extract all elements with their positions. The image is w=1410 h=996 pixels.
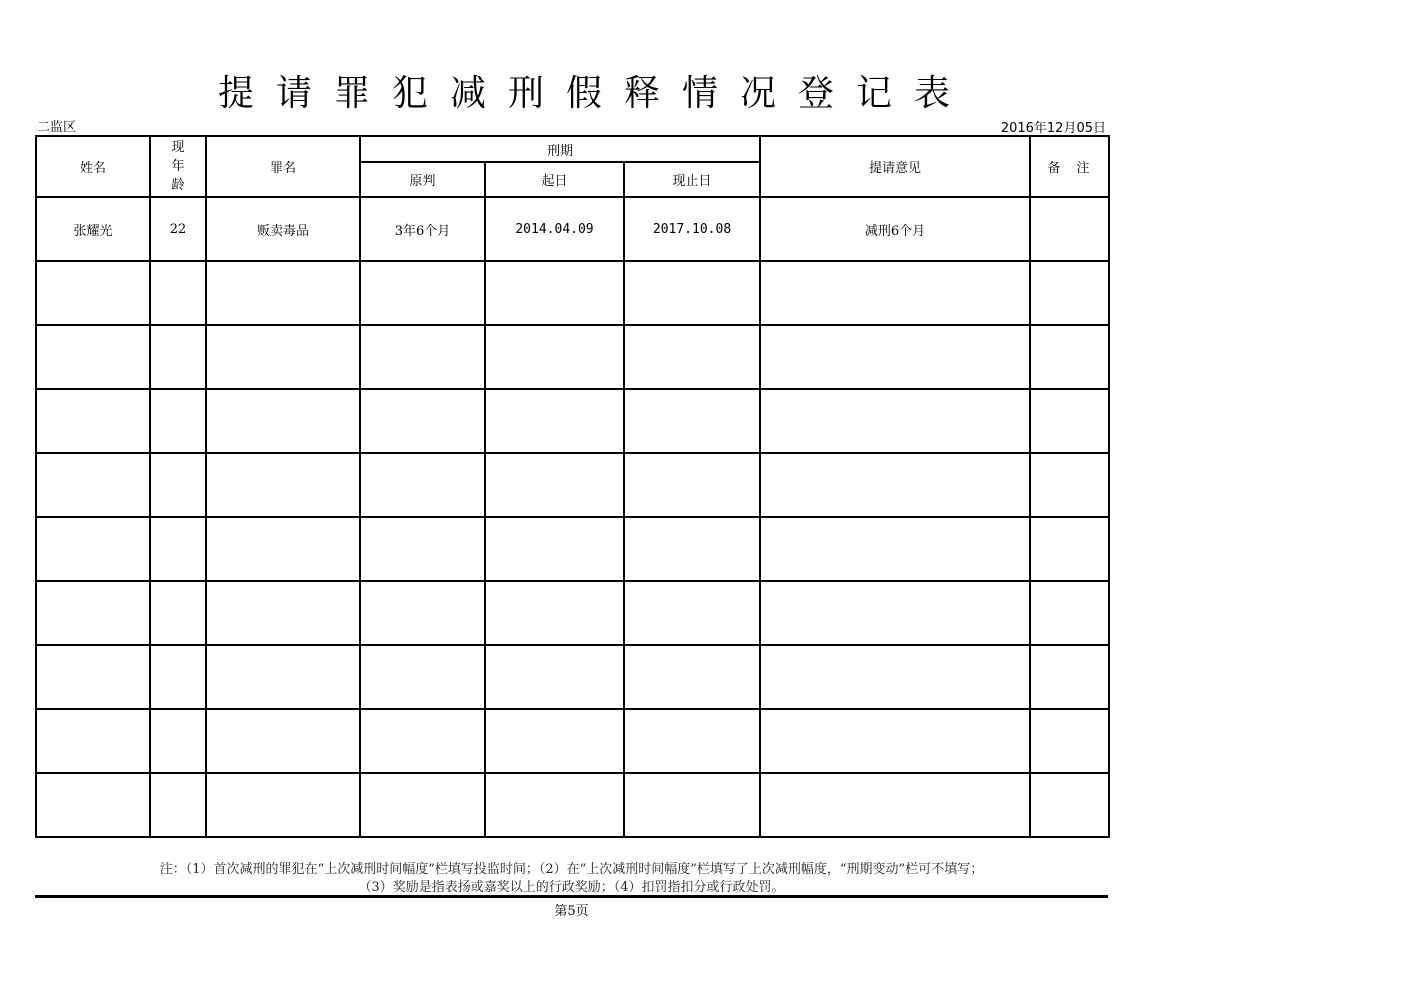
cell-start-date — [485, 709, 624, 773]
table-row — [36, 261, 1109, 325]
cell-name — [36, 773, 150, 837]
cell-crime — [206, 517, 360, 581]
header-remark: 备注 — [1030, 136, 1109, 197]
cell-opinion — [760, 645, 1030, 709]
cell-age — [150, 645, 206, 709]
cell-age — [150, 389, 206, 453]
table-row — [36, 581, 1109, 645]
cell-remark — [1030, 645, 1109, 709]
cell-remark — [1030, 581, 1109, 645]
cell-start-date — [485, 261, 624, 325]
cell-remark — [1030, 261, 1109, 325]
cell-original-sentence — [360, 389, 485, 453]
header-opinion: 提请意见 — [760, 136, 1030, 197]
cell-crime — [206, 645, 360, 709]
cell-name — [36, 389, 150, 453]
cell-start-date — [485, 453, 624, 517]
header-sentence-group: 刑期 — [360, 136, 760, 162]
cell-age: 22 — [150, 197, 206, 261]
cell-start-date — [485, 773, 624, 837]
cell-crime — [206, 581, 360, 645]
cell-crime — [206, 773, 360, 837]
document-title: 提请罪犯减刑假释情况登记表 — [218, 73, 973, 114]
cell-original-sentence — [360, 453, 485, 517]
cell-name — [36, 517, 150, 581]
cell-name — [36, 709, 150, 773]
page-number: 第5页 — [554, 904, 589, 919]
cell-original-sentence: 3年6个月 — [360, 197, 485, 261]
table-row — [36, 517, 1109, 581]
table-row — [36, 453, 1109, 517]
cell-opinion — [760, 581, 1030, 645]
table-row — [36, 389, 1109, 453]
unit-label: 二监区 — [37, 120, 77, 135]
cell-opinion: 减刑6个月 — [760, 197, 1030, 261]
cell-remark — [1030, 773, 1109, 837]
header-age-text: 现 年 龄 — [171, 140, 185, 193]
cell-crime — [206, 453, 360, 517]
footnote — [35, 861, 1108, 897]
header-age — [150, 136, 206, 197]
cell-remark — [1030, 389, 1109, 453]
table-row — [36, 709, 1109, 773]
cell-start-date — [485, 517, 624, 581]
cell-original-sentence — [360, 517, 485, 581]
cell-opinion — [760, 389, 1030, 453]
header-end-date: 现止日 — [624, 162, 760, 197]
cell-remark — [1030, 709, 1109, 773]
cell-end-date — [624, 325, 760, 389]
cell-crime: 贩卖毒品 — [206, 197, 360, 261]
cell-crime — [206, 325, 360, 389]
cell-age — [150, 453, 206, 517]
cell-crime — [206, 389, 360, 453]
cell-age — [150, 261, 206, 325]
cell-end-date — [624, 773, 760, 837]
table-row — [36, 645, 1109, 709]
cell-start-date — [485, 389, 624, 453]
cell-opinion — [760, 453, 1030, 517]
cell-remark — [1030, 325, 1109, 389]
cell-age — [150, 325, 206, 389]
cell-start-date — [485, 325, 624, 389]
cell-opinion — [760, 261, 1030, 325]
cell-remark — [1030, 453, 1109, 517]
footnote-line-2: （3）奖励是指表扬或嘉奖以上的行政奖励；（4）扣罚指扣分或行政处罚。 — [358, 880, 785, 895]
table-row — [36, 197, 1109, 261]
table-row — [36, 325, 1109, 389]
cell-original-sentence — [360, 709, 485, 773]
header-crime: 罪名 — [206, 136, 360, 197]
cell-end-date — [624, 581, 760, 645]
cell-age — [150, 581, 206, 645]
cell-remark — [1030, 197, 1109, 261]
header-start-date: 起日 — [485, 162, 624, 197]
cell-name — [36, 581, 150, 645]
cell-age — [150, 517, 206, 581]
cell-end-date — [624, 261, 760, 325]
cell-opinion — [760, 709, 1030, 773]
registration-table — [35, 135, 1110, 838]
cell-name: 张耀光 — [36, 197, 150, 261]
cell-original-sentence — [360, 645, 485, 709]
cell-opinion — [760, 773, 1030, 837]
cell-name — [36, 325, 150, 389]
cell-end-date — [624, 645, 760, 709]
cell-age — [150, 709, 206, 773]
cell-name — [36, 453, 150, 517]
table-row — [36, 773, 1109, 837]
cell-start-date: 2014.04.09 — [485, 197, 624, 261]
cell-opinion — [760, 517, 1030, 581]
cell-age — [150, 773, 206, 837]
cell-end-date — [624, 453, 760, 517]
cell-end-date — [624, 389, 760, 453]
cell-original-sentence — [360, 581, 485, 645]
footnote-line-1: 注：（1）首次减刑的罪犯在“上次减刑时间幅度”栏填写投监时间；（2）在“上次减刑时间幅度”栏填写了上次减刑幅度，“刑期变动”栏可不填写； — [159, 862, 984, 877]
cell-remark — [1030, 517, 1109, 581]
cell-original-sentence — [360, 261, 485, 325]
cell-end-date — [624, 517, 760, 581]
cell-name — [36, 645, 150, 709]
cell-crime — [206, 709, 360, 773]
header-original-sentence: 原判 — [360, 162, 485, 197]
cell-original-sentence — [360, 773, 485, 837]
date-label: 2016年12月05日 — [1000, 121, 1106, 136]
cell-end-date — [624, 709, 760, 773]
cell-start-date — [485, 581, 624, 645]
header-name: 姓名 — [36, 136, 150, 197]
cell-original-sentence — [360, 325, 485, 389]
cell-name — [36, 261, 150, 325]
footer-rule — [35, 895, 1108, 898]
cell-end-date: 2017.10.08 — [624, 197, 760, 261]
cell-opinion — [760, 325, 1030, 389]
cell-crime — [206, 261, 360, 325]
cell-start-date — [485, 645, 624, 709]
